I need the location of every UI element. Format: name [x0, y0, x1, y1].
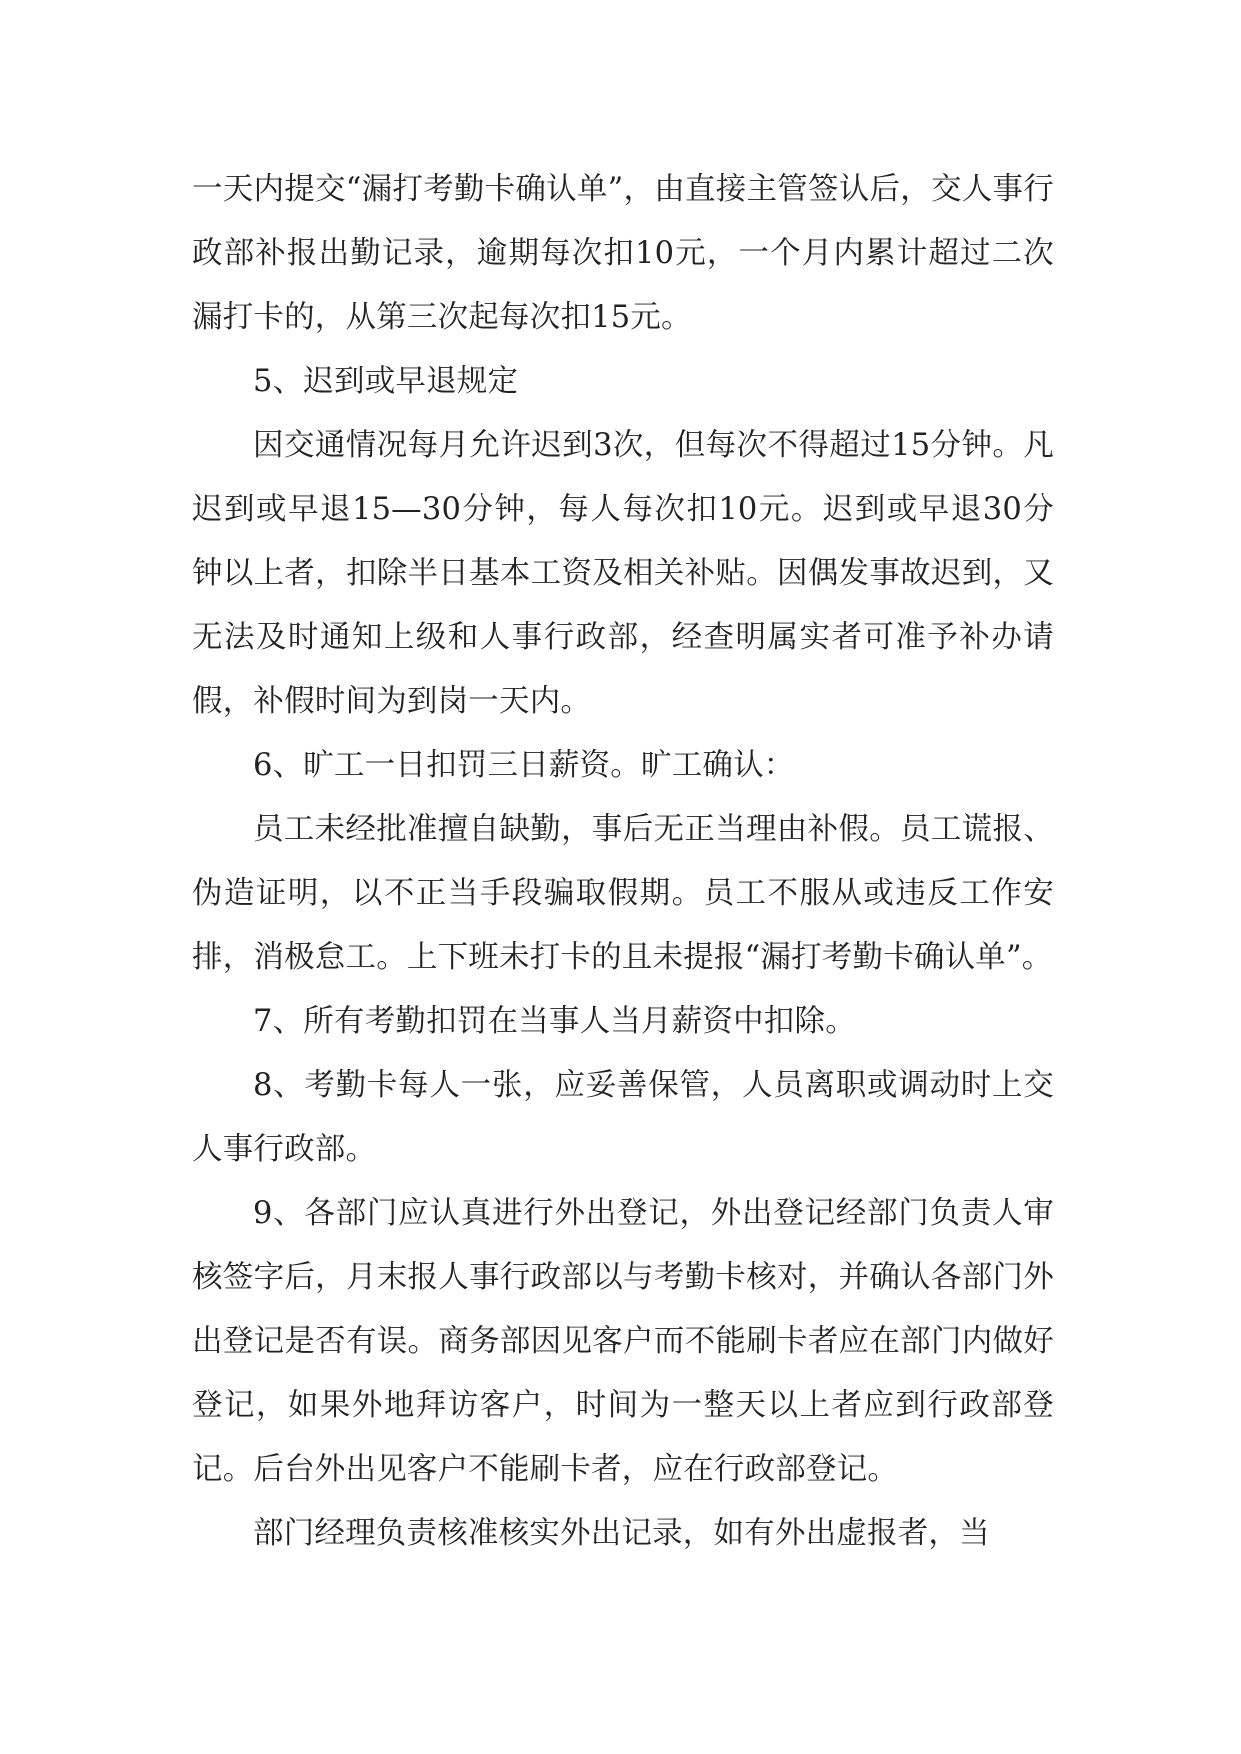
item-7-deduction: 7、所有考勤扣罚在当事人当月薪资中扣除。: [253, 1004, 856, 1039]
paragraph-late-early-details: 因交通情况每月允许迟到3次，但每次不得超过15分钟。凡迟到或早退15—30分钟，每人每次扣10元。迟到或早退30分钟以上者，扣除半日基本工资及相关补贴。因偶发事故迟到，又无法及时通知上级和人事行政部，经查明属实者可准予补办请假，补假时间为到岗一天内。: [192, 428, 1054, 719]
heading-absenteeism: 6、旷工一日扣罚三日薪资。旷工确认：: [253, 748, 795, 783]
paragraph-absenteeism-details: 员工未经批准擅自缺勤，事后无正当理由补假。员工谎报、伪造证明，以不正当手段骗取假期。员工不服从或违反工作安排，消极怠工。上下班未打卡的且未提报“漏打考勤卡确认单”。: [192, 812, 1054, 975]
item-9-outing-registration: 9、各部门应认真进行外出登记，外出登记经部门负责人审核签字后，月末报人事行政部以与考勤卡核对，并确认各部门外出登记是否有误。商务部因见客户而不能刷卡者应在部门内做好登记，如果外地拜访客户，时间为一整天以上者应到行政部登记。后台外出见客户不能刷卡者，应在行政部登记。: [192, 1196, 1054, 1487]
heading-late-early-rules: 5、迟到或早退规定: [253, 364, 519, 399]
paragraph-continuation: 一天内提交“漏打考勤卡确认单”，由直接主管签认后，交人事行政部补报出勤记录，逾期每次扣10元，一个月内累计超过二次漏打卡的，从第三次起每次扣15元。: [192, 172, 1054, 335]
paragraph-manager-verification: 部门经理负责核准核实外出记录，如有外出虚报者，当: [253, 1516, 990, 1551]
item-8-attendance-card: 8、考勤卡每人一张，应妥善保管，人员离职或调动时上交人事行政部。: [192, 1068, 1054, 1167]
document-body: [192, 158, 1054, 1566]
